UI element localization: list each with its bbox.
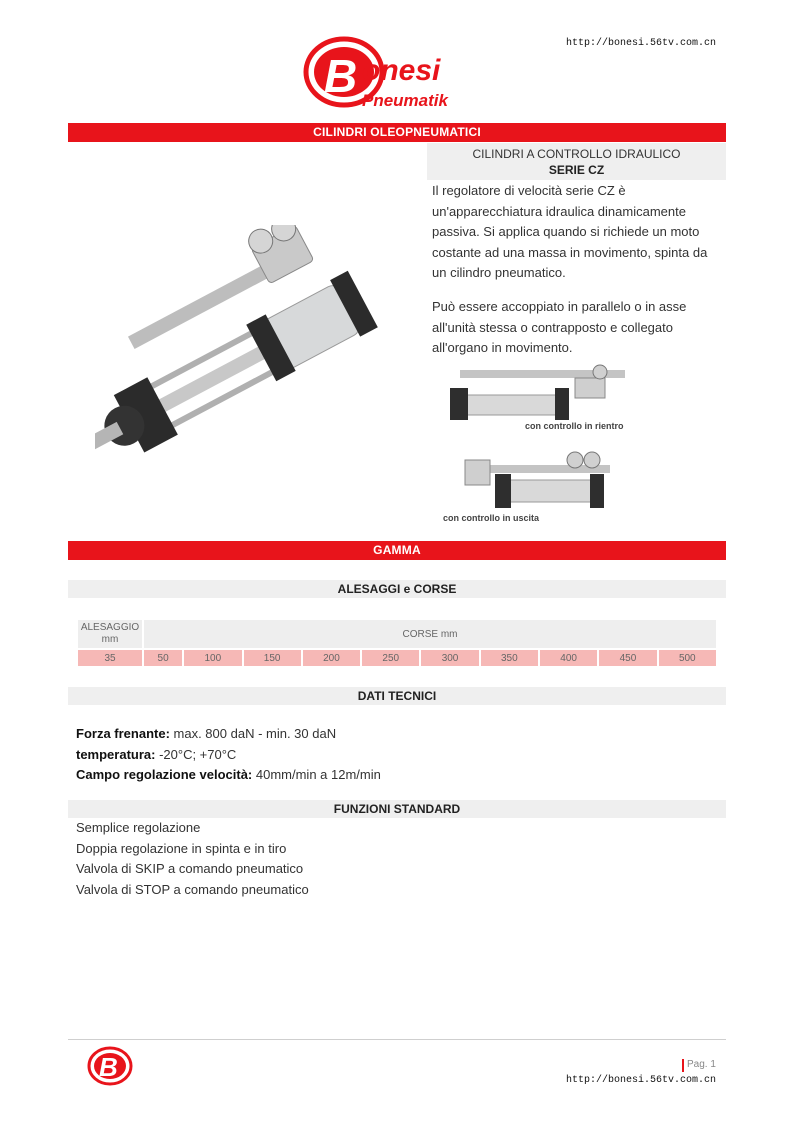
stroke-cell: 500 [659,650,716,666]
stroke-cell: 150 [244,650,301,666]
function-item: Valvola di SKIP a comando pneumatico [76,861,304,876]
stroke-cell: 100 [184,650,241,666]
technical-item [76,745,716,766]
technical-value: max. 800 daN - min. 30 daN [169,726,337,741]
technical-list [76,724,716,786]
section-dati-tecnici: DATI TECNICI [68,687,726,705]
stroke-cell: 200 [303,650,360,666]
gamma-table [76,618,718,668]
bore-cell: 35 [78,650,142,666]
technical-value: 40mm/min a 12m/min [252,767,381,782]
cylinder-main-image [95,225,405,465]
footer-divider [68,1039,726,1040]
caption-retract: con controllo in rientro [525,421,624,431]
footer-url[interactable]: http://bonesi.56tv.com.cn [566,1075,717,1086]
stroke-cell: 450 [599,650,656,666]
product-subtitle: CILINDRI A CONTROLLO IDRAULICO [472,147,681,161]
functions-list [76,818,716,900]
section-alesaggi: ALESAGGI e CORSE [68,580,726,598]
footer-logo [86,1045,134,1087]
footer-page-number: Pag. 1 [687,1059,716,1070]
cylinder-retract-image [435,360,635,425]
header-alesaggio: ALESAGGIO mm [78,620,142,648]
section-funzioni: FUNZIONI STANDARD [68,800,726,818]
technical-item [76,724,716,745]
technical-item [76,765,716,786]
logo-subword: Pneumatik [362,91,448,110]
caption-extend: con controllo in uscita [443,513,540,523]
technical-label: Campo regolazione velocità: [76,767,253,782]
function-item: Valvola di STOP a comando pneumatico [76,881,309,897]
stroke-cell: 50 [144,650,182,666]
header-url[interactable]: http://bonesi.56tv.com.cn [566,38,717,49]
logo-word: onesi [362,54,441,87]
stroke-cell: 400 [540,650,597,666]
header-corse: CORSE mm [144,620,716,648]
banner-title: CILINDRI OLEOPNEUMATICI [68,123,726,142]
bonesi-logo [300,36,490,116]
cylinder-extend-image [440,450,620,510]
technical-label: Forza frenante: [76,726,170,741]
stroke-cell: 350 [481,650,538,666]
product-series: SERIE CZ [548,163,605,177]
stroke-cell: 300 [421,650,478,666]
stroke-cell: 250 [362,650,419,666]
banner-gamma: GAMMA [68,541,726,560]
footer-page-marker [682,1059,684,1072]
product-description-2: Può essere accoppiato in parallelo o in asse all'unità stessa o contrapposto e collegato all'organo in movimento. [432,299,687,355]
footer-logo-letter: B [99,1052,118,1082]
technical-value: -20°C; +70°C [155,746,237,762]
product-description-1: Il regolatore di velocità serie CZ è un'apparecchiatura idraulica dinamicamente passiva. Si applica quando si richiede un moto costante ad una massa in movimento, spinta da un cilindro pneumatico. [432,183,708,280]
technical-label: temperatura: [76,746,156,762]
product-header-box [427,143,726,180]
function-item: Doppia regolazione in spinta e in tiro [76,840,287,856]
logo-initial: B [324,50,358,102]
function-item: Semplice regolazione [76,820,201,835]
